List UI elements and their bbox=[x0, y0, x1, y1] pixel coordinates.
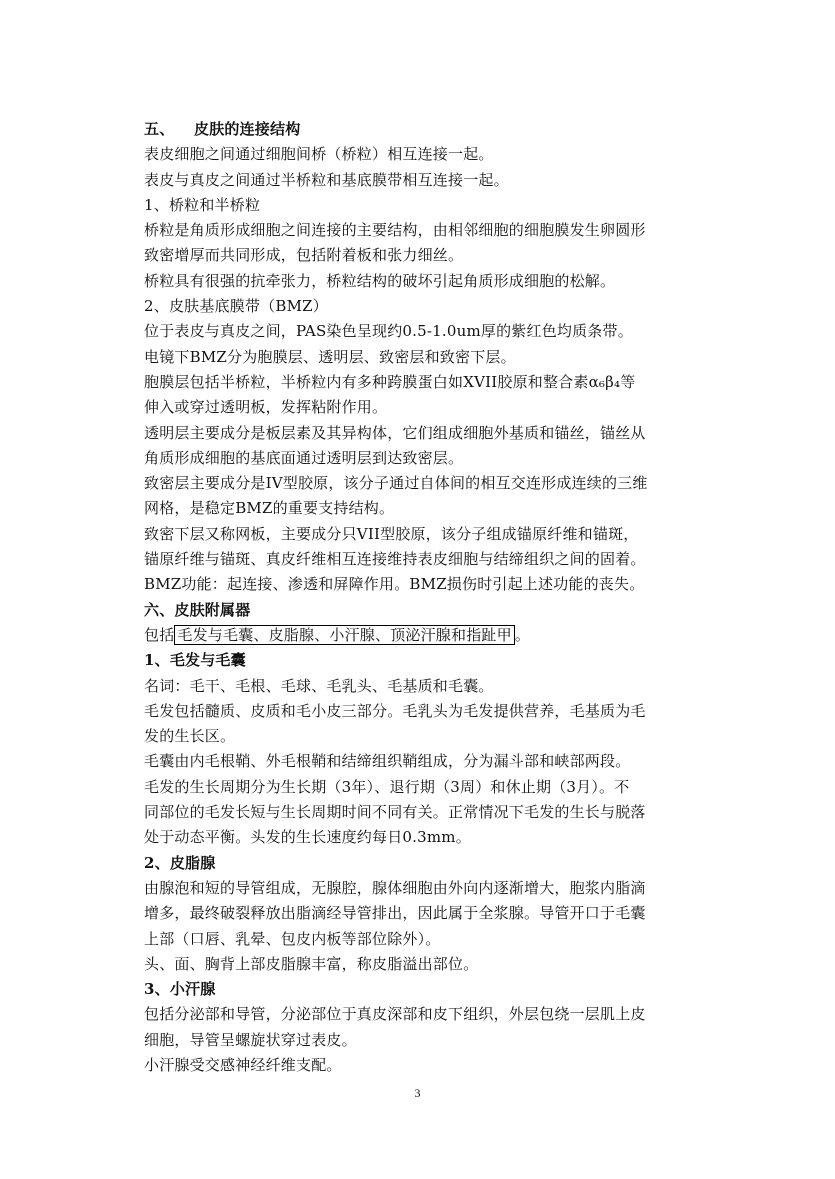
paragraph: 增多，最终破裂释放出脂滴经导管排出，因此属于全浆腺。导管开口于毛囊 bbox=[144, 904, 646, 923]
paragraph: 毛发包括髓质、皮质和毛小皮三部分。毛乳头为毛发提供营养，毛基质为毛 bbox=[144, 701, 646, 720]
paragraph: 同部位的毛发长短与生长周期时间不同有关。正常情况下毛发的生长与脱落 bbox=[144, 803, 646, 822]
text-suffix: 。 bbox=[514, 625, 531, 644]
paragraph: 桥粒具有很强的抗牵张力，桥粒结构的破坏引起角质形成细胞的松解。 bbox=[144, 271, 616, 290]
paragraph: 细胞，导管呈螺旋状穿过表皮。 bbox=[144, 1030, 357, 1049]
section-heading bbox=[144, 117, 704, 142]
paragraph: 表皮细胞之间通过细胞间桥（桥粒）相互连接一起。 bbox=[144, 145, 494, 164]
paragraph: 锚原纤维与锚斑、真皮纤维相互连接维持表皮细胞与结缔组织之间的固着。 bbox=[144, 550, 646, 569]
paragraph: 由腺泡和短的导管组成，无腺腔，腺体细胞由外向内逐渐增大，胞浆内脂滴 bbox=[144, 878, 646, 897]
paragraph: 胞膜层包括半桥粒，半桥粒内有多种跨膜蛋白如XVII胶原和整合素α₆β₄等 bbox=[144, 372, 636, 391]
paragraph: 角质形成细胞的基底面通过透明层到达致密层。 bbox=[144, 448, 464, 467]
section-heading: 六、皮肤附属器 bbox=[144, 600, 251, 619]
paragraph bbox=[144, 623, 704, 648]
paragraph: 位于表皮与真皮之间，PAS染色呈现约0.5-1.0um厚的紫红色均质条带。 bbox=[144, 322, 633, 341]
paragraph: 处于动态平衡。头发的生长速度约每日0.3mm。 bbox=[144, 828, 471, 847]
subheading: 1、毛发与毛囊 bbox=[144, 651, 246, 670]
paragraph: 致密下层又称网板，主要成分只VII型胶原，该分子组成锚原纤维和锚斑， bbox=[144, 524, 639, 543]
paragraph: 伸入或穿过透明板，发挥粘附作用。 bbox=[144, 398, 388, 417]
paragraph: 头、面、胸背上部皮脂腺丰富，称皮脂溢出部位。 bbox=[144, 954, 479, 973]
paragraph: 致密增厚而共同形成，包括附着板和张力细丝。 bbox=[144, 246, 464, 265]
paragraph: 桥粒是角质形成细胞之间连接的主要结构，由相邻细胞的细胞膜发生卵圆形 bbox=[144, 221, 646, 240]
paragraph: 发的生长区。 bbox=[144, 727, 236, 746]
paragraph: 网格，是稳定BMZ的重要支持结构。 bbox=[144, 499, 395, 518]
paragraph: 致密层主要成分是IV型胶原，该分子通过自体间的相互交连形成连续的三维 bbox=[144, 474, 648, 493]
paragraph: 透明层主要成分是板层素及其异构体，它们组成细胞外基质和锚丝，锚丝从 bbox=[144, 423, 646, 442]
paragraph: 包括分泌部和导管，分泌部位于真皮深部和皮下组织，外层包绕一层肌上皮 bbox=[144, 1005, 646, 1024]
subheading: 3、小汗腺 bbox=[144, 980, 216, 999]
boxed-highlight: 毛发与毛囊、皮脂腺、小汗腺、顶泌汗腺和指趾甲 bbox=[174, 625, 514, 645]
paragraph: 毛囊由内毛根鞘、外毛根鞘和结缔组织鞘组成，分为漏斗部和峡部两段。 bbox=[144, 752, 631, 771]
page-number: 3 bbox=[414, 1086, 421, 1100]
subheading: 2、皮肤基底膜带（BMZ） bbox=[144, 297, 328, 316]
section-title: 皮肤的连接结构 bbox=[194, 120, 301, 138]
paragraph: 上部（口唇、乳晕、包皮内板等部位除外）。 bbox=[144, 929, 441, 948]
paragraph: BMZ功能：起连接、渗透和屏障作用。BMZ损伤时引起上述功能的丧失。 bbox=[144, 575, 645, 594]
paragraph: 名词：毛干、毛根、毛球、毛乳头、毛基质和毛囊。 bbox=[144, 676, 494, 695]
paragraph: 毛发的生长周期分为生长期（3年）、退行期（3周）和休止期（3月）。不 bbox=[144, 777, 630, 796]
text-prefix: 包括 bbox=[144, 625, 175, 644]
subheading: 2、皮脂腺 bbox=[144, 853, 216, 872]
paragraph: 小汗腺受交感神经纤维支配。 bbox=[144, 1055, 342, 1074]
section-number: 五、 bbox=[144, 120, 175, 138]
paragraph: 电镜下BMZ分为胞膜层、透明层、致密层和致密下层。 bbox=[144, 347, 516, 366]
page-body bbox=[144, 117, 704, 1078]
paragraph: 表皮与真皮之间通过半桥粒和基底膜带相互连接一起。 bbox=[144, 170, 509, 189]
subheading: 1、桥粒和半桥粒 bbox=[144, 195, 261, 214]
